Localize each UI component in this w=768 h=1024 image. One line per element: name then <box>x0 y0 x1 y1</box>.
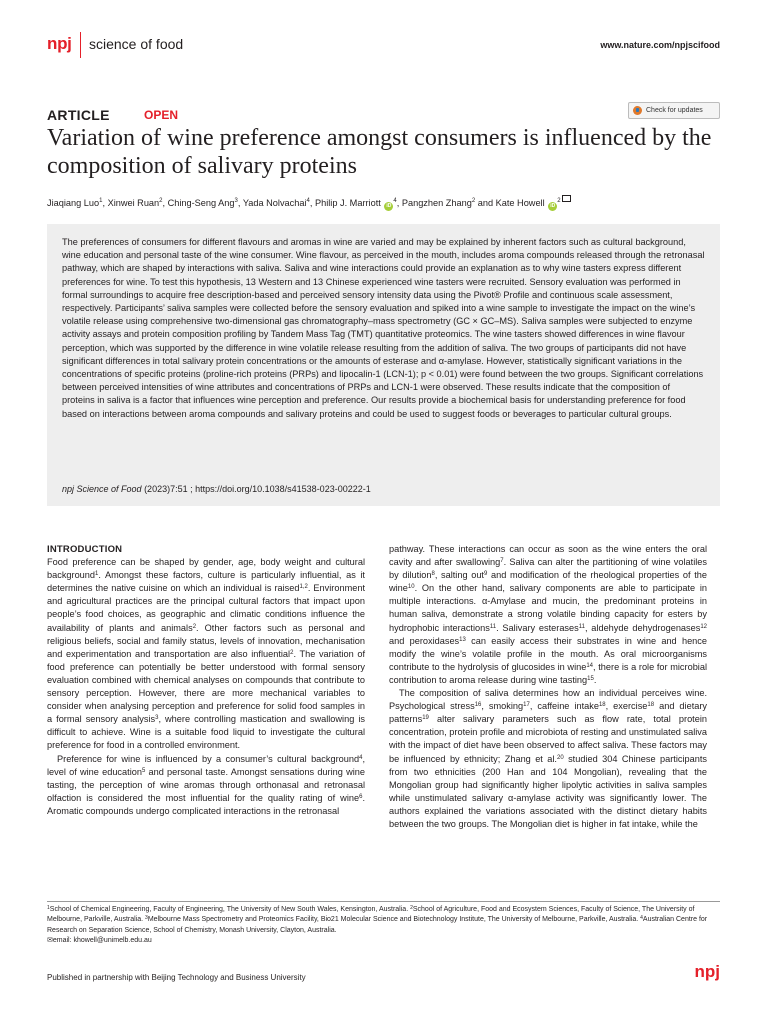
email-icon[interactable] <box>562 195 571 202</box>
page-header <box>47 36 720 56</box>
article-title: Variation of wine preference amongst consumers is influenced by the composition of salivary proteins <box>47 125 712 179</box>
author-list: Jiaqiang Luo$^1$, Xinwei Ruan$^2$, Ching-Seng Ang$^3$, Yada Nolvachai$^4$, Philip J. Marriott $iD^4$, Pangzhen Zhang$^2$ and Kate Howell $iD^2$ <box>47 195 737 211</box>
abstract-text: The preferences of consumers for different flavours and aromas in wine are varied and may be explained by inherent factors such as cultural background, wine education and personal taste of the wine consumer. Wine flavour, as perceived in the mouth, includes aroma compounds released through the retronasal pathway, which are shaped by interactions with saliva. Saliva and wine interactions could provide an explanation as to why wine tasters express different preferences for wine. To test this hypothesis, 13 Western and 13 Chinese experienced wine tasters were recruited. Sensory evaluation was performed in formal surroundings to acquire free description-based and perceived sensory intensity data using the Pivot® Profile and continuous scale assessment, respectively. Participants’ saliva samples were collected before the sensory evaluation and spiked into a wine sample to investigate the impact on the wine’s volatile release using comprehensive two-dimensional gas chromatography–mass spectrometry (GC × GC–MS). Saliva samples were subjected to enzyme activity assays and protein composition profiling by Tandem Mass Tag (TMT) quantitative proteomics. The wine tasters showed differences in wine flavour perception, which was supported by the difference in wine volatile release resulting from the addition of saliva. The two groups of participants did not have significant differences in total salivary protein concentrations or the amounts of esterase and α-amylase. However, statistically significant variations in the concentrations of specific proteins (proline-rich proteins (PRPs) and lipocalin-1 (LCN-1); p < 0.01) were found between the two groups. Significant correlations between perceived intensities of wine attributes and concentrations of PRPs and LCN-1 were observed. These results indicate that the composition of proteins in saliva is a factor that influences wine perception and preference. Our results provide a biochemical basis for understanding preference for food based on interactions between aroma compounds and salivary proteins and could be used to suggest foods or beverages to particular cultural groups. <box>62 237 705 419</box>
author-name[interactable]: Xinwei Ruan <box>107 198 160 208</box>
paragraph: Preference for wine is influenced by a consumer’s cultural background$^4$, level of wine education$^5$ and personal taste. Amongst sensations during wine tasting, the perception of wine aromas through orthonasal and retronasal olfaction is considered the most influential for the quality rating of wine$^6$. Aromatic compounds undergo complicated interactions in the retronasal <box>47 753 365 816</box>
citation-doi[interactable]: (2023)7:51 ; https://doi.org/10.1038/s41538-023-00222-1 <box>141 484 371 494</box>
orcid-icon[interactable]: iD <box>550 203 556 209</box>
author-name[interactable]: Ching-Seng Ang <box>167 198 235 208</box>
paragraph: The composition of saliva determines how an individual perceives wine. Psychological stress$^{16}$, smoking$^{17}$, caffeine intake$^{18}$, exercise$^{18}$ and dietary patterns$^{19}$ alter salivary parameters such as flow rate, total protein concentration, protein profile and microbiota of resting and unstimulated saliva with the impact of diet have been observed to affect saliva. These factors may be influenced by ethnicity; Zhang et al.$^{20}$ studied 304 Chinese participants from two ethnicities (200 Han and 104 Mongolian), revealing that the Mongolian group had significantly higher lipolytic activities in saliva samples while unstimulated salivary α-amylase activity was significantly lower. The authors explained the variations associated with the distinct dietary habits between the two groups. The Mongolian diet is higher in fat intake, while the <box>389 688 708 829</box>
corresponding-email[interactable]: ✉email: khowell@unimelb.edu.au <box>47 936 152 944</box>
author-name[interactable]: Kate Howell <box>495 198 545 208</box>
orcid-icon[interactable]: iD <box>386 203 392 209</box>
citation <box>62 484 371 494</box>
site-url[interactable]: www.nature.com/npjscifood <box>600 40 720 50</box>
npj-footer-logo: npj <box>694 962 720 981</box>
article-type: ARTICLE <box>47 107 110 123</box>
check-updates-button[interactable] <box>628 102 720 119</box>
body-column-left <box>47 543 365 818</box>
author-name[interactable]: Jiaqiang Luo <box>47 198 100 208</box>
author-name[interactable]: Philip J. Marriott <box>314 198 381 208</box>
header-divider <box>80 32 81 58</box>
section-heading: INTRODUCTION <box>47 544 123 555</box>
paragraph: pathway. These interactions can occur as soon as the wine enters the oral cavity and after swallowing$^7$. Saliva can alter the partitioning of wine volatiles by dilution$^8$, salting out$^9$ and modification of the rheological properties of the wine$^{10}$. On the other hand, salivary components are able to participate in multiple interactions. α-Amylase and mucin, the predominant proteins in human saliva, demonstrate a strong volatile binding capacity for esters by hydrophobic interactions$^{11}$. Salivary esterases$^{11}$, aldehyde dehydrogenases$^{12}$ and peroxidases$^{13}$ can easily access their substrates in wine and hence modify the wine’s volatile profile in the mouth. As oral microorganisms contribute to the hydrolysis of glucosides in wine$^{14}$, there is a role for microbial contribution to aroma release during wine tasting$^{15}$. <box>389 544 708 685</box>
paragraph: Food preference can be shaped by gender, age, body weight and cultural background$^1$. Amongst these factors, culture is particularly influential, as it determines the native cuisine on which an individual is raised$^{1,2}$. Environment and agricultural practices are the principal cultural factors that impact upon people’s food choices, as geographic and climatic conditions influence the availability of plants and animals$^2$. Other factors such as personal and religious beliefs, social and family status, levels of innovation, mechanisation and experimentation and transportation are also influential$^2$. The variation of food preference can potentially be better understood with formal sensory evaluation combined with chemical analyses on compounds that contribute to sensory perception. However, there are more mechanical variables to consider when analysing perception and preference for solid food samples in a formal sensory analysis$^3$, where controlling mastication and swallowing is difficult to achieve. Wine is a suitable food liquid to investigate the cultural preference for food in a controlled environment. <box>47 557 366 751</box>
author-name[interactable]: Yada Nolvachai <box>242 198 307 208</box>
citation-journal: npj Science of Food <box>62 484 142 494</box>
affiliation-text: $^1$School of Chemical Engineering, Faculty of Engineering, The University of New South Wales, Kensington, Australia. $^2$School of Agriculture, Food and Ecosystem Sciences, Faculty of Science, The University of Melbourne, Parkville, Australia. $^3$Melbourne Mass Spectrometry and Proteomics Facility, Bio21 Molecular Science and Biotechnology Institute, The University of Melbourne, Parkville, Australia. $^4$Australian Centre for Research on Separation Science, School of Chemistry, Monash University, Clayton, Australia. <box>47 905 708 934</box>
page-footer <box>47 962 720 988</box>
author-name[interactable]: Pangzhen Zhang <box>401 198 472 208</box>
open-access-label: OPEN <box>144 108 179 122</box>
article-type-row <box>47 107 720 125</box>
npj-logo[interactable]: npj <box>47 34 72 53</box>
journal-name[interactable]: science of food <box>89 36 184 52</box>
affiliations <box>47 901 720 946</box>
partnership-text: Published in partnership with Beijing Technology and Business University <box>47 973 306 982</box>
check-updates-label: Check for updates <box>646 107 703 114</box>
body-column-right <box>389 543 707 831</box>
abstract <box>47 224 720 506</box>
check-updates-icon <box>633 106 642 115</box>
